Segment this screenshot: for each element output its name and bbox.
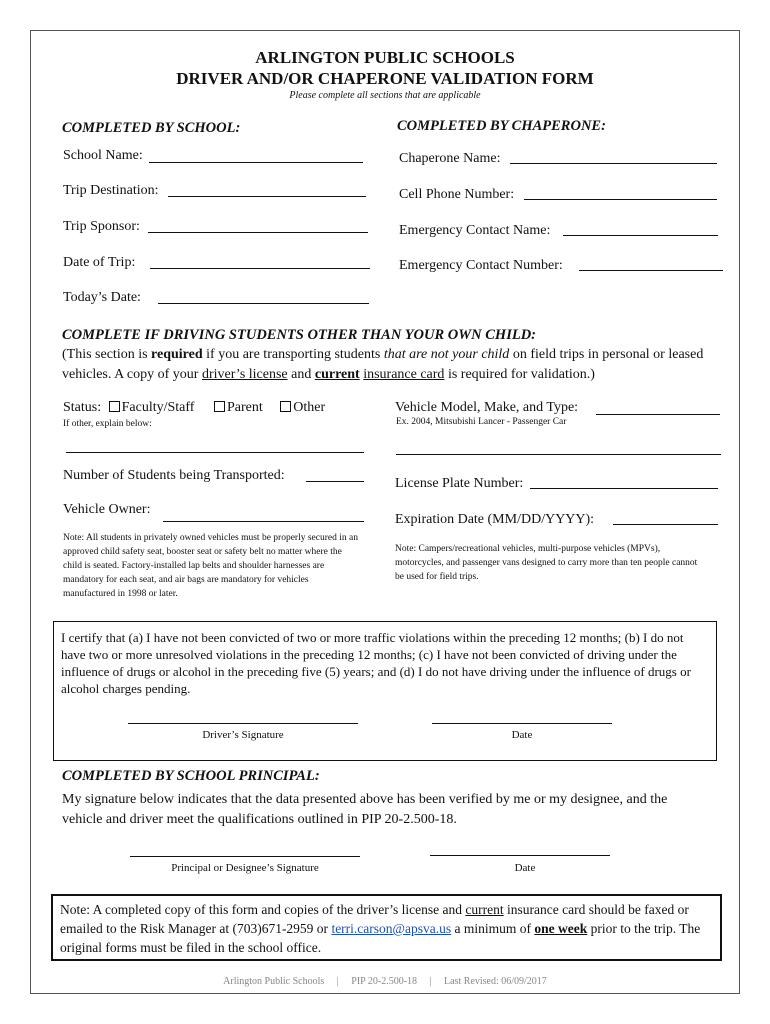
license-plate-field[interactable] (530, 488, 718, 489)
todays-date-label: Today’s Date: (63, 290, 141, 305)
status-row (63, 400, 325, 416)
principal-date-field[interactable] (430, 855, 610, 856)
child-safety-note: Note: All students in privately owned vehicles must be properly secured in an approved child safety seat, booster seat or safety belt no matter where the child is seated. Factory-installed lap belts and shoulder harnesses are mandatory for each seat, and air bags are mandatory for vehicles manufactured in 1998 or later. (63, 533, 358, 599)
vehicle-model-field-2[interactable] (396, 454, 721, 455)
risk-manager-email-link[interactable]: terri.carson@apsva.us (331, 921, 452, 936)
trip-sponsor-label: Trip Sponsor: (63, 219, 140, 234)
driving-section-heading: COMPLETE IF DRIVING STUDENTS OTHER THAN YOUR OWN CHILD: (62, 327, 536, 343)
principal-signature-field[interactable] (130, 856, 360, 857)
parent-option: Parent (226, 400, 263, 415)
cell-phone-label: Cell Phone Number: (399, 187, 515, 202)
expiration-date-label: Expiration Date (MM/DD/YYYY): (395, 512, 595, 527)
school-section-heading: COMPLETED BY SCHOOL: (62, 120, 241, 136)
faculty-staff-option: Faculty/Staff (121, 400, 195, 415)
principal-section-text: My signature below indicates that the data presented above has been verified by me or my designee, and the vehicle and driver meet the qualifications outlined in PIP 20-2.500-18. (62, 792, 668, 827)
vehicle-owner-label: Vehicle Owner: (63, 502, 151, 517)
cell-phone-field[interactable] (524, 199, 717, 200)
status-label: Status: (63, 400, 102, 415)
driver-signature-label: Driver’s Signature (202, 729, 284, 741)
parent-checkbox[interactable] (214, 401, 225, 412)
other-explanation-field[interactable] (66, 452, 364, 453)
page-footer: Arlington Public Schools | PIP 20-2.500-18 | Last Revised: 06/09/2017 (223, 976, 547, 987)
num-students-field[interactable] (306, 481, 364, 482)
school-name-label: School Name: (63, 148, 143, 163)
form-title-line2: DRIVER AND/OR CHAPERONE VALIDATION FORM (176, 69, 594, 88)
certification-text: I certify that (a) I have not been convicted of two or more traffic violations within the preceding 12 months; (b) I do not have two or more unresolved violations in the preceding 12 months; (c) I have not been convicted of driving under the influence of drugs or alcohol in the preceding five (5) years; and (d) I do not have driving under the influence of drugs or alcohol charges pending. (61, 630, 691, 696)
form-title-line1: ARLINGTON PUBLIC SCHOOLS (255, 48, 515, 67)
vehicle-model-label: Vehicle Model, Make, and Type: (395, 400, 579, 415)
driver-signature-field[interactable] (128, 723, 358, 724)
principal-section-heading: COMPLETED BY SCHOOL PRINCIPAL: (62, 768, 320, 784)
trip-destination-label: Trip Destination: (63, 183, 159, 198)
driver-date-field[interactable] (432, 723, 612, 724)
vehicle-restriction-note: Note: Campers/recreational vehicles, multi-purpose vehicles (MPVs), motorcycles, and passenger vans designed to carry more than ten people cannot be used for field trips. (395, 544, 698, 582)
other-checkbox[interactable] (280, 401, 291, 412)
expiration-date-field[interactable] (613, 524, 718, 525)
num-students-label: Number of Students being Transported: (63, 468, 285, 483)
emergency-contact-name-label: Emergency Contact Name: (399, 223, 551, 238)
chaperone-section-heading: COMPLETED BY CHAPERONE: (397, 118, 606, 134)
license-plate-label: License Plate Number: (395, 476, 524, 491)
trip-destination-field[interactable] (168, 196, 366, 197)
driver-date-label: Date (511, 729, 533, 741)
faculty-staff-checkbox[interactable] (109, 401, 120, 412)
emergency-contact-number-label: Emergency Contact Number: (399, 258, 563, 273)
driving-section-intro: (This section is required if you are transporting students that are not your child on field trips in personal or leased vehicles. A copy of your driver’s license and current insurance card is required for validation.) (62, 347, 704, 382)
chaperone-name-field[interactable] (510, 163, 717, 164)
vehicle-owner-field[interactable] (163, 521, 364, 522)
emergency-contact-name-field[interactable] (563, 235, 718, 236)
todays-date-field[interactable] (158, 303, 369, 304)
vehicle-model-field[interactable] (596, 414, 720, 415)
school-name-field[interactable] (149, 162, 363, 163)
date-of-trip-field[interactable] (150, 268, 370, 269)
other-option: Other (293, 400, 326, 415)
principal-signature-label: Principal or Designee’s Signature (171, 862, 319, 874)
emergency-contact-number-field[interactable] (579, 270, 723, 271)
principal-date-label: Date (514, 862, 536, 874)
vehicle-example: Ex. 2004, Mitsubishi Lancer - Passenger Car (396, 417, 567, 427)
date-of-trip-label: Date of Trip: (63, 255, 136, 270)
chaperone-name-label: Chaperone Name: (399, 151, 501, 166)
form-subtitle: Please complete all sections that are applicable (289, 90, 481, 101)
trip-sponsor-field[interactable] (148, 232, 368, 233)
submission-note: Note: A completed copy of this form and copies of the driver’s license and current insurance card should be faxed or emailed to the Risk Manager at (703)671-2959 or terri.carson@apsva.us a minimum of one week prior to the trip. The original forms must be filed in the school office. (60, 902, 701, 955)
status-hint: If other, explain below: (63, 419, 152, 429)
